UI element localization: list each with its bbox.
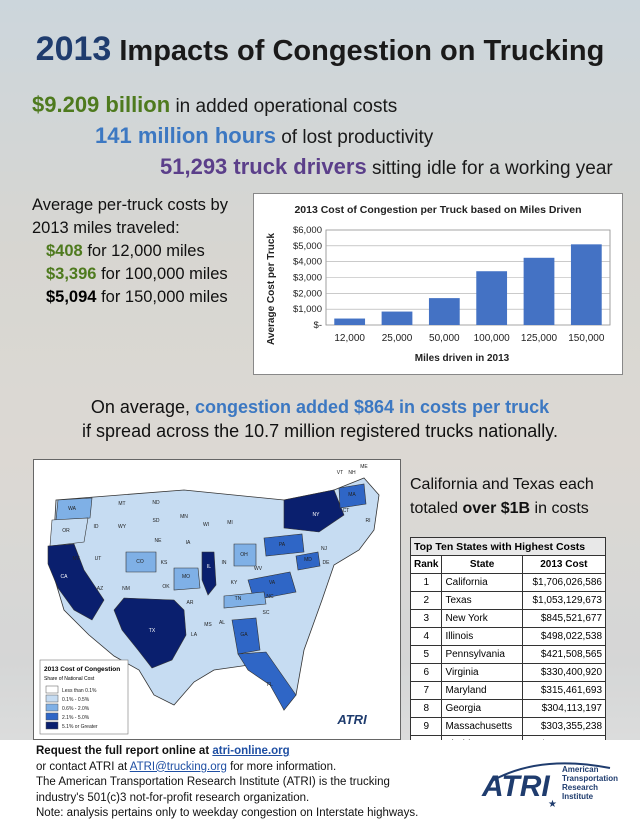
svg-text:Transportation: Transportation <box>562 774 618 783</box>
state-label: ME <box>360 464 368 470</box>
cost-cell: $315,461,693 <box>522 682 605 700</box>
state-label: MA <box>348 492 356 498</box>
congestion-statement: On average, congestion added $864 in costs per truck if spread across the 10.7 million registered trucks nationally. <box>82 397 558 441</box>
state-label: IA <box>185 540 191 546</box>
state-label: MO <box>181 574 191 580</box>
state-cell: California <box>442 574 522 592</box>
cost-cell: $845,521,677 <box>522 610 605 628</box>
state-label: AR <box>186 600 194 606</box>
table-header: State <box>442 556 522 574</box>
state-cell: Virginia <box>442 664 522 682</box>
state-label: VA <box>268 580 276 586</box>
chart-ylabel: Average Cost per Truck <box>266 233 277 345</box>
table-row <box>411 682 606 700</box>
svg-text:American: American <box>562 765 599 774</box>
state-label: NC <box>266 594 274 600</box>
legend-label: 5.1% or Greater <box>62 724 98 730</box>
legend-swatch <box>46 713 58 720</box>
rank-cell: 3 <box>411 610 442 628</box>
y-tick-label: $- <box>313 320 322 331</box>
chart-xlabel: Miles driven in 2013 <box>414 353 510 364</box>
rank-cell: 2 <box>411 592 442 610</box>
state-label: GA <box>240 632 248 638</box>
rank-cell: 8 <box>411 700 442 718</box>
table-header: Rank <box>411 556 442 574</box>
table-row <box>411 700 606 718</box>
per-truck-row: $3,396 for 100,000 miles <box>46 265 228 283</box>
bar <box>334 319 365 325</box>
table-header: 2013 Cost <box>522 556 605 574</box>
us-cost-map <box>33 459 401 740</box>
cost-cell: $421,508,565 <box>522 646 605 664</box>
table-row <box>411 718 606 736</box>
cost-per-truck-chart <box>253 193 623 375</box>
rank-cell: 1 <box>411 574 442 592</box>
state-label: LA <box>190 632 198 638</box>
state-label: ND <box>152 500 160 506</box>
state-label: MD <box>304 557 312 563</box>
cost-cell: $330,400,920 <box>522 664 605 682</box>
stat-idle-drivers: 51,293 truck drivers sitting idle for a working year <box>160 154 613 179</box>
rank-cell: 9 <box>411 718 442 736</box>
x-tick-label: 25,000 <box>381 333 413 344</box>
state-label: KS <box>160 560 168 566</box>
state-label: MS <box>204 622 212 628</box>
x-tick-label: 12,000 <box>334 333 365 344</box>
bar <box>429 298 460 325</box>
rank-cell: 7 <box>411 682 442 700</box>
top-ten-states-table <box>410 537 606 754</box>
y-tick-label: $1,000 <box>292 304 322 316</box>
state-label: IN <box>221 560 227 566</box>
table-row <box>411 646 606 664</box>
title-year: 2013 <box>35 30 112 68</box>
y-tick-label: $5,000 <box>292 240 322 252</box>
california-texas-note: California and Texas each totaled over $1B in costs <box>410 476 594 517</box>
x-tick-label: 125,000 <box>520 333 558 344</box>
state-cell: Maryland <box>442 682 522 700</box>
state-label: SC <box>262 610 270 616</box>
per-truck-heading: Average per-truck costs by 2013 miles traveled: <box>32 196 228 237</box>
legend-label: 0.6% - 2.0% <box>62 706 90 712</box>
state-cell: Georgia <box>442 700 522 718</box>
state-label: NE <box>154 538 162 544</box>
state-label: OK <box>162 584 170 590</box>
state-label: TX <box>148 628 156 634</box>
atri-logo <box>478 752 618 812</box>
email-link[interactable]: ATRI@trucking.org <box>129 760 227 773</box>
page-title <box>0 30 640 69</box>
state-label: KY <box>230 580 238 586</box>
bar <box>476 271 507 325</box>
table-row <box>411 592 606 610</box>
state-label: NH <box>348 470 356 476</box>
state-label: PA <box>278 542 286 548</box>
legend-label: Less than 0.1% <box>62 688 97 694</box>
per-truck-row: $408 for 12,000 miles <box>46 242 205 260</box>
chart-title: 2013 Cost of Congestion per Truck based on Miles Driven <box>294 204 582 216</box>
state-label: TN <box>234 596 242 602</box>
rank-cell: 6 <box>411 664 442 682</box>
state-label: IL <box>206 564 212 570</box>
map-logo: ATRI <box>337 712 367 727</box>
bar <box>524 258 555 325</box>
legend-swatch <box>46 686 58 693</box>
state-label: DE <box>322 560 330 566</box>
state-label: NY <box>312 512 320 518</box>
state-label: RI <box>365 518 371 524</box>
report-link[interactable]: atri-online.org <box>212 745 290 757</box>
legend-label: 2.1% - 5.0% <box>62 715 90 721</box>
table-row <box>411 610 606 628</box>
cost-cell: $303,355,238 <box>522 718 605 736</box>
map-svg <box>34 460 400 739</box>
per-truck-costs <box>32 194 242 309</box>
state-label: WY <box>117 524 127 530</box>
per-truck-row: $5,094 for 150,000 miles <box>46 288 228 306</box>
legend-swatch <box>46 722 58 729</box>
state-label: OR <box>62 528 70 534</box>
stat-lost-productivity: 141 million hours of lost productivity <box>95 123 434 148</box>
legend-swatch <box>46 695 58 702</box>
state-label: WI <box>202 522 210 528</box>
cost-cell: $1,706,026,586 <box>522 574 605 592</box>
state-label: NJ <box>320 546 328 552</box>
state-label: MI <box>227 520 233 526</box>
x-tick-label: 100,000 <box>473 333 510 344</box>
y-tick-label: $2,000 <box>292 288 322 300</box>
state-label: MT <box>118 501 126 507</box>
cost-cell: $498,022,538 <box>522 628 605 646</box>
state-label: UT <box>94 556 102 562</box>
state-label: WV <box>253 566 263 572</box>
y-tick-label: $4,000 <box>292 256 322 268</box>
legend-swatch <box>46 704 58 711</box>
state-label: OH <box>240 552 248 558</box>
state-label: AZ <box>96 586 104 592</box>
state-label: NM <box>122 586 130 592</box>
cost-cell: $1,053,129,673 <box>522 592 605 610</box>
bar <box>571 244 602 325</box>
svg-text:Institute: Institute <box>562 792 594 801</box>
state-label: NV <box>72 556 80 562</box>
star-icon: ★ <box>548 799 557 810</box>
svg-text:Research: Research <box>562 783 599 792</box>
x-tick-label: 50,000 <box>429 333 460 344</box>
legend-subtitle: Share of National Cost <box>44 676 95 682</box>
state-cell: Massachusetts <box>442 718 522 736</box>
table-row <box>411 628 606 646</box>
legend-title: 2013 Cost of Congestion <box>44 666 121 673</box>
state-cell: Pennsylvania <box>442 646 522 664</box>
state-cell: Illinois <box>442 628 522 646</box>
table-row <box>411 574 606 592</box>
state-label: CA <box>60 574 68 580</box>
legend-label: 0.1% - 0.5% <box>62 697 90 703</box>
cost-cell: $304,113,197 <box>522 700 605 718</box>
title-text: Impacts of Congestion on Trucking <box>119 35 605 67</box>
bar-chart-svg <box>254 194 622 374</box>
state-label: CO <box>136 559 144 565</box>
bar <box>382 312 413 325</box>
table-caption: Top Ten States with Highest Costs <box>411 538 606 556</box>
state-cell: Texas <box>442 592 522 610</box>
state-label: FL <box>267 682 273 688</box>
y-tick-label: $6,000 <box>292 225 322 236</box>
logo-text: ATRI <box>482 770 550 803</box>
rank-cell: 5 <box>411 646 442 664</box>
state-label: MN <box>180 514 188 520</box>
state-label: ID <box>93 524 99 530</box>
stat-operational-costs: $9.209 billion in added operational costs <box>32 92 398 117</box>
x-tick-label: 150,000 <box>568 333 605 344</box>
state-label: CT <box>342 508 350 514</box>
state-label: SD <box>152 518 160 524</box>
y-tick-label: $3,000 <box>292 272 322 284</box>
state-label: VT <box>336 470 344 476</box>
rank-cell: 4 <box>411 628 442 646</box>
footer-text: Request the full report online at atri-online.org or contact ATRI at ATRI@trucking.org for more information. The American Transportation Research Institute (ATRI) is the trucking industry's 501(c)3 not-for-profit research organization. Note: analysis pertains only to weekday congestion on Interstate highways. <box>36 745 419 819</box>
table-row <box>411 664 606 682</box>
state-label: AL <box>218 620 226 626</box>
state-label: WA <box>68 506 76 512</box>
state-cell: New York <box>442 610 522 628</box>
